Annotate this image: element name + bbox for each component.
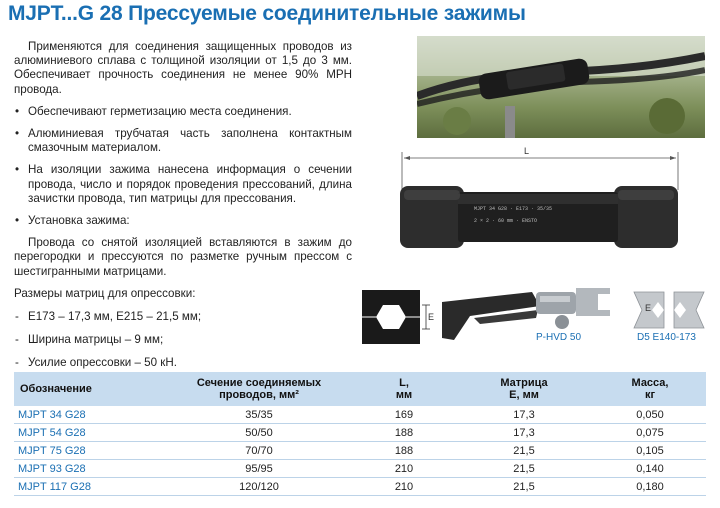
cell-mass: 0,140 [594, 460, 706, 478]
cell-name: MJPT 75 G28 [14, 442, 164, 460]
cell-name: MJPT 117 G28 [14, 478, 164, 496]
matrix-heading: Размеры матриц для опрессовки: [14, 286, 196, 300]
col-name-header: Обозначение [14, 372, 164, 406]
cell-length: 188 [354, 424, 454, 442]
die-pair-e-label: E [645, 303, 652, 313]
cell-matrix: 17,3 [454, 424, 594, 442]
cell-mass: 0,075 [594, 424, 706, 442]
cell-section: 70/70 [164, 442, 354, 460]
bullet-item: • На изоляции зажима нанесена информация о сечении провода, число и порядок проведения прессований, длина зачистки провода, тип матрицы для прессования. [14, 163, 352, 206]
bullet-item: • Установка зажима: [14, 214, 352, 228]
col-length-header: L, мм [354, 372, 454, 406]
svg-text:MJPT 34 G28 · E173 · 35/35: MJPT 34 G28 · E173 · 35/35 [474, 206, 553, 212]
page-title: MJPT...G 28 Прессуемые соединительные зажимы [8, 2, 526, 25]
table-row [14, 442, 706, 460]
install-text: Провода со снятой изоляцией вставляются в зажим до перегородки и прессуются по разметке ручным прессом с шестигранными матрицами. [14, 236, 352, 278]
die-pair [632, 290, 708, 330]
die-e-label: E [428, 312, 435, 322]
intro-text: Применяются для соединения защищенных проводов из алюминиевого сплава с толщиной изоляции от 1,5 до 3 мм. Обеспечивает прочность соединения не менее 90% МРН провода. [14, 40, 352, 96]
table-row [14, 406, 706, 424]
table-row [14, 424, 706, 442]
table-header-row [14, 372, 706, 406]
col-mass-header: Масса, кг [594, 372, 706, 406]
cell-matrix: 21,5 [454, 478, 594, 496]
matrix-item: - Усилие опрессовки – 50 кН. [14, 356, 352, 370]
press-caption: P-HVD 50 [536, 332, 582, 343]
cell-name: MJPT 34 G28 [14, 406, 164, 424]
matrix-item: - Ширина матрицы – 9 мм; [14, 333, 352, 347]
cell-section: 50/50 [164, 424, 354, 442]
cell-matrix: 21,5 [454, 460, 594, 478]
cell-matrix: 17,3 [454, 406, 594, 424]
spec-table [14, 372, 706, 496]
description-column [14, 40, 352, 371]
cell-length: 210 [354, 478, 454, 496]
cell-matrix: 21,5 [454, 442, 594, 460]
dies-caption: D5 E140-173 [637, 332, 696, 343]
table-row [14, 478, 706, 496]
cell-mass: 0,050 [594, 406, 706, 424]
length-label: L [524, 146, 530, 156]
cell-section: 120/120 [164, 478, 354, 496]
matrix-item: - E173 – 17,3 мм, E215 – 21,5 мм; [14, 310, 352, 324]
col-section-header: Сечение соединяемых проводов, мм² [164, 372, 354, 406]
cell-section: 95/95 [164, 460, 354, 478]
cell-name: MJPT 93 G28 [14, 460, 164, 478]
hex-die-section [362, 290, 436, 344]
cell-length: 210 [354, 460, 454, 478]
cell-length: 188 [354, 442, 454, 460]
col-matrix-header: Матрица Е, мм [454, 372, 594, 406]
table-row [14, 460, 706, 478]
connector-drawing [398, 146, 698, 256]
bullet-item: • Алюминиевая трубчатая часть заполнена контактным смазочным материалом. [14, 127, 352, 155]
cell-name: MJPT 54 G28 [14, 424, 164, 442]
svg-text:2 × 2 · 60 mm · ENSTO: 2 × 2 · 60 mm · ENSTO [474, 218, 538, 224]
cell-mass: 0,105 [594, 442, 706, 460]
cell-mass: 0,180 [594, 478, 706, 496]
bullet-item: • Обеспечивают герметизацию места соединения. [14, 105, 352, 119]
cell-section: 35/35 [164, 406, 354, 424]
cell-length: 169 [354, 406, 454, 424]
hand-press-tool [440, 284, 615, 344]
installed-connector-photo [417, 36, 705, 138]
